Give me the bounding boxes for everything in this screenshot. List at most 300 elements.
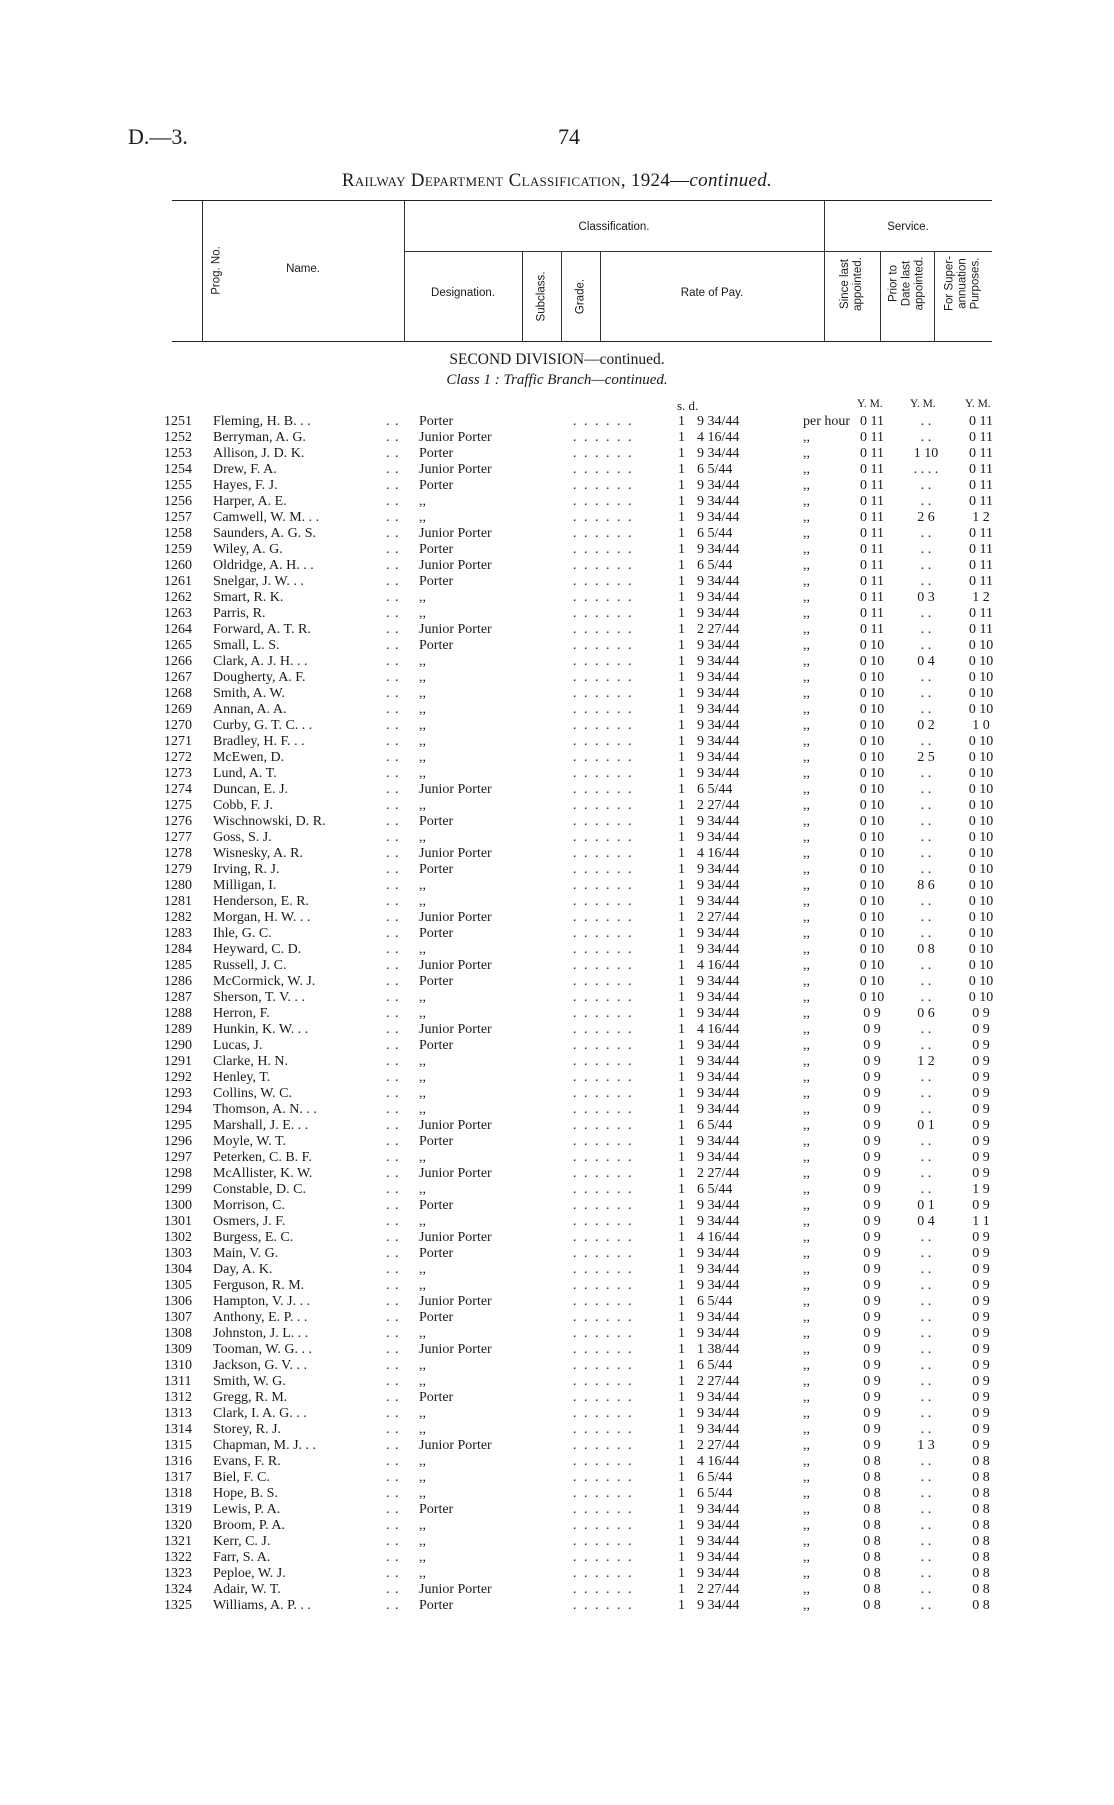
rate-pence: 6 5/44 [697,782,733,797]
leader-dots: . . [386,1374,400,1389]
table-row [0,1518,1114,1534]
leader-dots: . . . . . . [573,990,634,1005]
service-prior-to: . . [920,1326,932,1341]
table-row [0,1038,1114,1054]
leader-dots: . . . . . . [573,1038,634,1053]
prog-no: 1294 [164,1102,192,1117]
designation: ,, [419,686,426,701]
leader-dots: . . . . . . [573,1582,634,1597]
service-since-last: 0 9 [863,1102,881,1117]
rate-pence: 9 34/44 [697,1534,740,1549]
employee-name: Lucas, J. [213,1038,263,1053]
service-prior-to: . . [920,430,932,445]
designation: ,, [419,1534,426,1549]
leader-dots: . . . . . . [573,782,634,797]
service-since-last: 0 8 [863,1454,881,1469]
leader-dots: . . . . . . [573,638,634,653]
service-since-last: 0 8 [863,1598,881,1613]
designation: ,, [419,1262,426,1277]
prog-no: 1301 [164,1214,192,1229]
rate-qualifier: ,, [803,1438,810,1453]
leader-dots: . . [386,590,400,605]
leader-dots: . . [386,1230,400,1245]
header-grade: Grade. [574,278,587,315]
table-row [0,734,1114,750]
rate-pence: 9 34/44 [697,1102,740,1117]
leader-dots: . . . . . . [573,1566,634,1581]
rate-qualifier: per hour [803,414,851,429]
leader-dots: . . . . . . [573,1262,634,1277]
service-superannuation: 0 9 [972,1118,990,1133]
service-prior-to: . . [920,814,932,829]
employee-name: Cobb, F. J. [213,798,273,813]
leader-dots: . . . . . . [573,878,634,893]
leader-dots: . . . . . . [573,926,634,941]
table-row [0,1086,1114,1102]
rate-qualifier: ,, [803,606,810,621]
service-superannuation: 0 9 [972,1038,990,1053]
prog-no: 1273 [164,766,192,781]
employee-name: Marshall, J. E. . . [213,1118,309,1133]
prog-no: 1286 [164,974,192,989]
service-superannuation: 0 11 [969,446,993,461]
designation: Junior Porter [419,958,492,973]
employee-name: Moyle, W. T. [213,1134,286,1149]
service-since-last: 0 11 [860,446,884,461]
table-row [0,1230,1114,1246]
designation: ,, [419,990,426,1005]
rate-pence: 9 34/44 [697,590,740,605]
designation: ,, [419,494,426,509]
service-prior-to: 8 6 [917,878,935,893]
leader-dots: . . . . . . [573,1438,634,1453]
service-superannuation: 0 8 [972,1502,990,1517]
rate-shillings: 1 [678,462,685,477]
prog-no: 1298 [164,1166,192,1181]
service-since-last: 0 8 [863,1502,881,1517]
rate-qualifier: ,, [803,910,810,925]
service-prior-to: . . [920,1470,932,1485]
leader-dots: . . . . . . [573,430,634,445]
rate-shillings: 1 [678,1214,685,1229]
service-prior-to: . . . . [913,462,939,477]
prog-no: 1251 [164,414,192,429]
rate-pence: 9 34/44 [697,1038,740,1053]
service-since-last: 0 9 [863,1294,881,1309]
service-prior-to: . . [920,1358,932,1373]
prog-no: 1289 [164,1022,192,1037]
rate-shillings: 1 [678,990,685,1005]
employee-name: McEwen, D. [213,750,285,765]
leader-dots: . . . . . . [573,414,634,429]
service-superannuation: 0 8 [972,1566,990,1581]
rate-shillings: 1 [678,1102,685,1117]
rate-pence: 9 34/44 [697,1070,740,1085]
prog-no: 1271 [164,734,192,749]
rate-shillings: 1 [678,510,685,525]
service-prior-to: . . [920,638,932,653]
service-since-last: 0 10 [859,830,885,845]
rate-pence: 9 34/44 [697,670,740,685]
leader-dots: . . . . . . [573,1470,634,1485]
employee-name: Russell, J. C. [213,958,287,973]
rate-qualifier: ,, [803,494,810,509]
table-row [0,1438,1114,1454]
leader-dots: . . . . . . [573,1182,634,1197]
prog-no: 1303 [164,1246,192,1261]
rate-qualifier: ,, [803,1182,810,1197]
rate-pence: 1 38/44 [697,1342,740,1357]
prog-no: 1253 [164,446,192,461]
rate-shillings: 1 [678,494,685,509]
rate-qualifier: ,, [803,926,810,941]
rate-qualifier: ,, [803,1422,810,1437]
rate-pence: 6 5/44 [697,1358,733,1373]
leader-dots: . . . . . . [573,1342,634,1357]
designation: Porter [419,1310,454,1325]
employee-name: Harper, A. E. [213,494,287,509]
leader-dots: . . [386,1246,400,1261]
employee-name: McCormick, W. J. [213,974,316,989]
employee-name: Hayes, F. J. [213,478,278,493]
rate-qualifier: ,, [803,1342,810,1357]
rate-qualifier: ,, [803,574,810,589]
prog-no: 1254 [164,462,192,477]
service-superannuation: 0 9 [972,1422,990,1437]
service-superannuation: 0 9 [972,1166,990,1181]
rate-qualifier: ,, [803,958,810,973]
rate-pence: 9 34/44 [697,894,740,909]
header-rule [934,251,935,341]
rate-pence: 4 16/44 [697,430,740,445]
service-superannuation: 0 11 [969,558,993,573]
leader-dots: . . [386,1022,400,1037]
leader-dots: . . . . . . [573,558,634,573]
prog-no: 1265 [164,638,192,653]
service-superannuation: 0 10 [968,974,994,989]
rate-shillings: 1 [678,1470,685,1485]
rate-shillings: 1 [678,926,685,941]
service-since-last: 0 10 [859,670,885,685]
service-since-last: 0 10 [859,766,885,781]
service-prior-to: 0 1 [917,1118,935,1133]
designation: ,, [419,1278,426,1293]
service-superannuation: 0 10 [968,894,994,909]
rate-pence: 9 34/44 [697,686,740,701]
leader-dots: . . [386,542,400,557]
service-prior-to: . . [920,782,932,797]
service-since-last: 0 8 [863,1486,881,1501]
service-superannuation: 0 8 [972,1486,990,1501]
designation: ,, [419,1086,426,1101]
employee-name: Williams, A. P. . . [213,1598,311,1613]
table-row [0,462,1114,478]
prog-no: 1313 [164,1406,192,1421]
designation: Junior Porter [419,1582,492,1597]
rate-shillings: 1 [678,1022,685,1037]
table-row [0,1582,1114,1598]
rate-shillings: 1 [678,1070,685,1085]
service-superannuation: 0 8 [972,1534,990,1549]
leader-dots: . . . . . . [573,1054,634,1069]
rate-shillings: 1 [678,1454,685,1469]
leader-dots: . . . . . . [573,1486,634,1501]
rate-qualifier: ,, [803,1054,810,1069]
table-row [0,606,1114,622]
rate-shillings: 1 [678,718,685,733]
table-row [0,846,1114,862]
rate-shillings: 1 [678,766,685,781]
prog-no: 1302 [164,1230,192,1245]
leader-dots: . . [386,1214,400,1229]
leader-dots: . . [386,1358,400,1373]
rate-shillings: 1 [678,1342,685,1357]
rate-qualifier: ,, [803,1566,810,1581]
rate-shillings: 1 [678,1518,685,1533]
rate-shillings: 1 [678,1326,685,1341]
employee-name: Snelgar, J. W. . . [213,574,304,589]
rate-qualifier: ,, [803,1102,810,1117]
table-row [0,1390,1114,1406]
service-superannuation: 0 10 [968,734,994,749]
designation: ,, [419,1182,426,1197]
rate-shillings: 1 [678,942,685,957]
rate-qualifier: ,, [803,878,810,893]
prog-no: 1290 [164,1038,192,1053]
employee-name: Gregg, R. M. [213,1390,288,1405]
rate-pence: 9 34/44 [697,1278,740,1293]
designation: Porter [419,414,454,429]
table-row [0,494,1114,510]
designation: Porter [419,1198,454,1213]
service-prior-to: . . [920,1406,932,1421]
rate-shillings: 1 [678,1278,685,1293]
leader-dots: . . [386,1294,400,1309]
employee-name: Goss, S. J. [213,830,272,845]
prog-no: 1259 [164,542,192,557]
prog-no: 1284 [164,942,192,957]
leader-dots: . . . . . . [573,718,634,733]
service-superannuation: 0 11 [969,622,993,637]
employee-name: Herron, F. [213,1006,270,1021]
prog-no: 1306 [164,1294,192,1309]
header-superannuation: For Super- annuation Purposes. [943,256,982,311]
employee-name: Smith, W. G. [213,1374,286,1389]
rate-pence: 2 27/44 [697,622,740,637]
service-prior-to: . . [920,1566,932,1581]
designation: Porter [419,1598,454,1613]
service-prior-to: . . [920,1262,932,1277]
service-since-last: 0 10 [859,958,885,973]
leader-dots: . . . . . . [573,1358,634,1373]
rate-qualifier: ,, [803,1358,810,1373]
rate-pence: 6 5/44 [697,1182,733,1197]
employee-name: Farr, S. A. [213,1550,271,1565]
designation: ,, [419,1486,426,1501]
rate-shillings: 1 [678,654,685,669]
leader-dots: . . [386,670,400,685]
designation: Porter [419,862,454,877]
prog-no: 1324 [164,1582,192,1597]
service-superannuation: 0 9 [972,1070,990,1085]
prog-no: 1308 [164,1326,192,1341]
table-row [0,1550,1114,1566]
rate-pence: 9 34/44 [697,926,740,941]
leader-dots: . . . . . . [573,974,634,989]
table-row [0,1470,1114,1486]
leader-dots: . . [386,798,400,813]
leader-dots: . . [386,766,400,781]
service-since-last: 0 9 [863,1150,881,1165]
rate-pence: 9 34/44 [697,1310,740,1325]
service-prior-to: . . [920,846,932,861]
rate-qualifier: ,, [803,1502,810,1517]
service-superannuation: 0 9 [972,1102,990,1117]
designation: ,, [419,1470,426,1485]
table-row [0,1214,1114,1230]
service-since-last: 0 9 [863,1326,881,1341]
rate-shillings: 1 [678,542,685,557]
table-row [0,1246,1114,1262]
rate-pence: 9 34/44 [697,734,740,749]
table-row [0,942,1114,958]
leader-dots: . . . . . . [573,1214,634,1229]
prog-no: 1311 [164,1374,192,1389]
rate-shillings: 1 [678,1150,685,1165]
designation: Porter [419,542,454,557]
service-since-last: 0 8 [863,1566,881,1581]
table-row [0,1486,1114,1502]
service-since-last: 0 9 [863,1374,881,1389]
leader-dots: . . . . . . [573,942,634,957]
rate-shillings: 1 [678,1486,685,1501]
service-prior-to: 0 2 [917,718,935,733]
service-prior-to: . . [920,766,932,781]
rate-pence: 4 16/44 [697,1230,740,1245]
prog-no: 1257 [164,510,192,525]
service-since-last: 0 10 [859,990,885,1005]
rate-shillings: 1 [678,670,685,685]
prog-no: 1293 [164,1086,192,1101]
service-superannuation: 0 9 [972,1294,990,1309]
rate-pence: 2 27/44 [697,1438,740,1453]
rate-qualifier: ,, [803,638,810,653]
service-since-last: 0 11 [860,494,884,509]
leader-dots: . . [386,974,400,989]
service-since-last: 0 11 [860,558,884,573]
rate-pence: 4 16/44 [697,1022,740,1037]
rate-shillings: 1 [678,430,685,445]
leader-dots: . . . . . . [573,1534,634,1549]
leader-dots: . . [386,1534,400,1549]
prog-no: 1296 [164,1134,192,1149]
employee-name: Broom, P. A. [213,1518,285,1533]
leader-dots: . . . . . . [573,1422,634,1437]
service-prior-to: 1 3 [917,1438,935,1453]
rate-pence: 9 34/44 [697,1518,740,1533]
prog-no: 1314 [164,1422,192,1437]
leader-dots: . . . . . . [573,958,634,973]
rate-qualifier: ,, [803,1086,810,1101]
rate-shillings: 1 [678,1118,685,1133]
table-row [0,990,1114,1006]
rate-shillings: 1 [678,558,685,573]
designation: ,, [419,1422,426,1437]
service-since-last: 0 9 [863,1070,881,1085]
service-since-last: 0 9 [863,1390,881,1405]
service-prior-to: 0 1 [917,1198,935,1213]
leader-dots: . . . . . . [573,1118,634,1133]
service-since-last: 0 9 [863,1006,881,1021]
service-superannuation: 0 9 [972,1230,990,1245]
rate-shillings: 1 [678,1246,685,1261]
rate-shillings: 1 [678,702,685,717]
table-row [0,1198,1114,1214]
leader-dots: . . [386,1150,400,1165]
service-since-last: 0 9 [863,1134,881,1149]
table-row [0,1118,1114,1134]
employee-name: Drew, F. A. [213,462,277,477]
service-since-last: 0 10 [859,862,885,877]
header-prior-to: Prior to Date last appointed. [887,256,926,311]
rate-qualifier: ,, [803,446,810,461]
service-prior-to: . . [920,798,932,813]
rate-shillings: 1 [678,1438,685,1453]
rate-shillings: 1 [678,830,685,845]
service-superannuation: 0 10 [968,942,994,957]
designation: ,, [419,878,426,893]
service-prior-to: . . [920,830,932,845]
employee-name: Storey, R. J. [213,1422,281,1437]
rate-pence: 9 34/44 [697,1390,740,1405]
rate-pence: 9 34/44 [697,1406,740,1421]
leader-dots: . . [386,622,400,637]
rate-shillings: 1 [678,1502,685,1517]
service-since-last: 0 10 [859,974,885,989]
prog-no: 1282 [164,910,192,925]
rate-qualifier: ,, [803,510,810,525]
leader-dots: . . . . . . [573,462,634,477]
service-prior-to: . . [920,910,932,925]
service-since-last: 0 9 [863,1342,881,1357]
employee-name: Wisnesky, A. R. [213,846,303,861]
service-since-last: 0 9 [863,1166,881,1181]
table-row [0,622,1114,638]
rate-pence: 9 34/44 [697,494,740,509]
employee-name: Henderson, E. R. [213,894,310,909]
rate-qualifier: ,, [803,1518,810,1533]
table-row [0,1070,1114,1086]
service-since-last: 0 10 [859,926,885,941]
leader-dots: . . [386,638,400,653]
employee-name: Thomson, A. N. . . [213,1102,317,1117]
service-superannuation: 0 10 [968,990,994,1005]
title-main: Railway Department Classification, 1924— [341,170,690,191]
designation: Junior Porter [419,910,492,925]
service-since-last: 0 10 [859,942,885,957]
rate-qualifier: ,, [803,1550,810,1565]
prog-no: 1283 [164,926,192,941]
service-since-last: 0 9 [863,1246,881,1261]
employee-name: Adair, W. T. [213,1582,281,1597]
rate-qualifier: ,, [803,1454,810,1469]
rate-shillings: 1 [678,1054,685,1069]
table-row [0,1166,1114,1182]
designation: ,, [419,1374,426,1389]
rate-qualifier: ,, [803,1582,810,1597]
leader-dots: . . . . . . [573,1246,634,1261]
designation: Junior Porter [419,1118,492,1133]
